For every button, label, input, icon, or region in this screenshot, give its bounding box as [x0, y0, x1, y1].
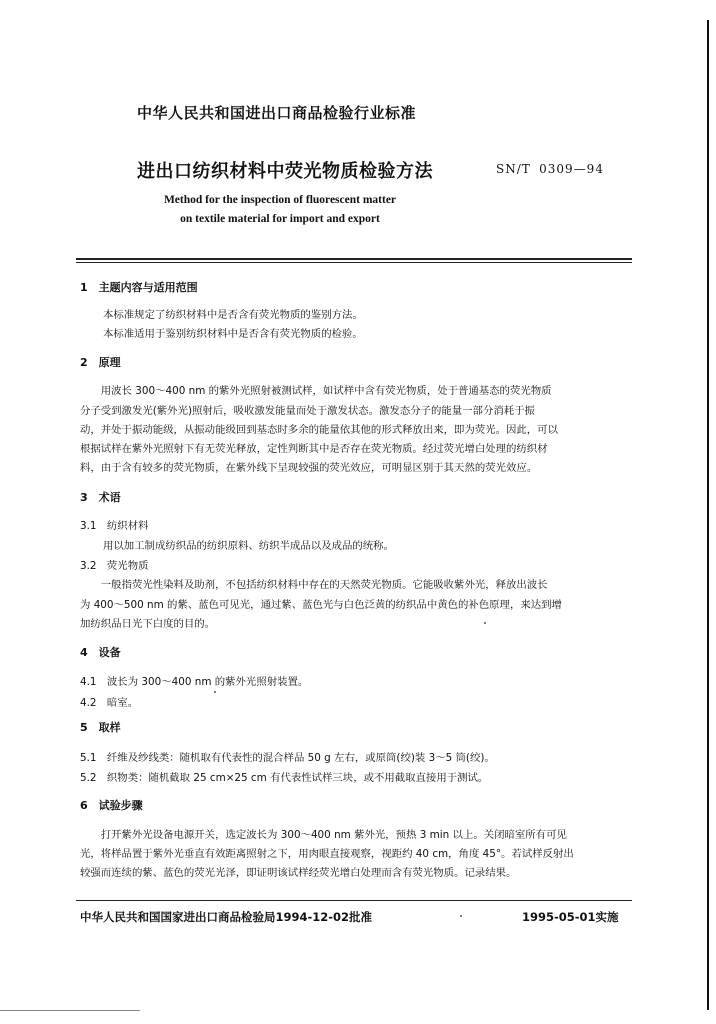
procedure-line-3: 较强而连续的紫、蓝色的荧光光泽，即证明该试样经荧光增白处理而含有荧光物质。记录结果。 [80, 867, 517, 879]
standard-number [496, 162, 604, 176]
equipment-4-2: 4.2 暗室。 [80, 697, 139, 709]
english-title-line1: Method for the inspection of fluorescent matter [163, 194, 397, 206]
term-3-1-title: 3.1 纺织材料 [80, 520, 149, 532]
term-3-2-line-3: 加纺织品日光下白度的目的。 [80, 618, 216, 630]
scan-dot [460, 915, 462, 917]
term-3-2-line-2: 为 400～500 nm 的紫、蓝色可见光，通过紫、蓝色光与白色泛黄的纺织品中黄色的补色原理，来达到增 [80, 599, 562, 611]
standard-code: 0309—94 [539, 162, 604, 176]
org-title: 中华人民共和国进出口商品检验行业标准 [137, 104, 417, 122]
section-2-heading: 2 原理 [80, 356, 121, 369]
section-5-heading: 5 取样 [80, 721, 121, 734]
approval-date: 中华人民共和国国家进出口商品检验局1994-12-02批准 [80, 910, 373, 924]
header-divider-top [76, 258, 632, 260]
procedure-line-2: 光，将样品置于紫外光垂直有效距离照射之下，用肉眼直接观察，视距约 40 cm，角度 45°。若试样反射出 [80, 848, 574, 860]
term-3-1-definition: 用以加工制成纺织品的纺织原料、纺织半成品以及成品的统称。 [103, 540, 394, 552]
section-1-line-1: 本标准规定了纺织材料中是否含有荧光物质的鉴别方法。 [103, 309, 363, 321]
section-2-line-1: 用波长 300～400 nm 的紫外光照射被测试样，如试样中含有荧光物质，处于普通基态的荧光物质 [80, 385, 552, 397]
section-4-heading: 4 设备 [80, 646, 121, 659]
section-2-line-5: 料，由于含有较多的荧光物质，在紫外线下呈现较强的荧光效应，可明显区别于其天然的荧光效应。 [80, 462, 538, 474]
scan-dot [214, 691, 216, 693]
sampling-5-1: 5.1 纤维及纱线类：随机取有代表性的混合样品 50 g 左右，或原筒(绞)装 3～5 筒(绞)。 [80, 752, 495, 764]
section-1-line-2: 本标准适用于鉴别纺织材料中是否含有荧光物质的检验。 [103, 328, 363, 340]
document-title: 进出口纺织材料中荧光物质检验方法 [137, 161, 433, 182]
section-3-heading: 3 术语 [80, 491, 121, 504]
term-3-2-title: 3.2 荧光物质 [80, 560, 149, 572]
scan-edge-line [707, 20, 709, 1010]
section-2-line-2: 分子受到激发光(紫外光)照射后，吸收激发能量而处于激发状态。激发态分子的能量一部分消耗于振 [80, 405, 535, 417]
implementation-date: 1995-05-01实施 [522, 910, 619, 924]
section-2-line-4: 根据试样在紫外光照射下有无荧光释放，定性判断其中是否存在荧光物质。经过荧光增白处理的纺织材 [80, 443, 548, 455]
section-2-line-3: 动，并处于振动能级，从振动能级回到基态时多余的能量依其他的形式释放出来，即为荧光。因此，可以 [80, 424, 558, 436]
english-title-line2: on textile material for import and export [180, 213, 380, 225]
header-divider-bottom [76, 262, 632, 263]
section-6-heading: 6 试验步骤 [80, 799, 143, 812]
sampling-5-2: 5.2 织物类：随机截取 25 cm×25 cm 有代表性试样三块，或不用截取直接用于测试。 [80, 772, 489, 784]
equipment-4-1: 4.1 波长为 300～400 nm 的紫外光照射装置。 [80, 676, 309, 688]
scan-dot [484, 622, 486, 624]
standard-prefix: SN/T [496, 162, 531, 176]
procedure-line-1: 打开紫外光设备电源开关，选定波长为 300～400 nm 紫外光，预热 3 min 以上。关闭暗室所有可见 [80, 829, 567, 841]
section-1-heading: 1 主题内容与适用范围 [80, 281, 198, 294]
term-3-2-line-1: 一般指荧光性染料及助剂，不包括纺织材料中存在的天然荧光物质。它能吸收紫外光，释放出波长 [80, 579, 548, 591]
bottom-scan-line [0, 1010, 140, 1011]
footer-divider [76, 900, 632, 901]
